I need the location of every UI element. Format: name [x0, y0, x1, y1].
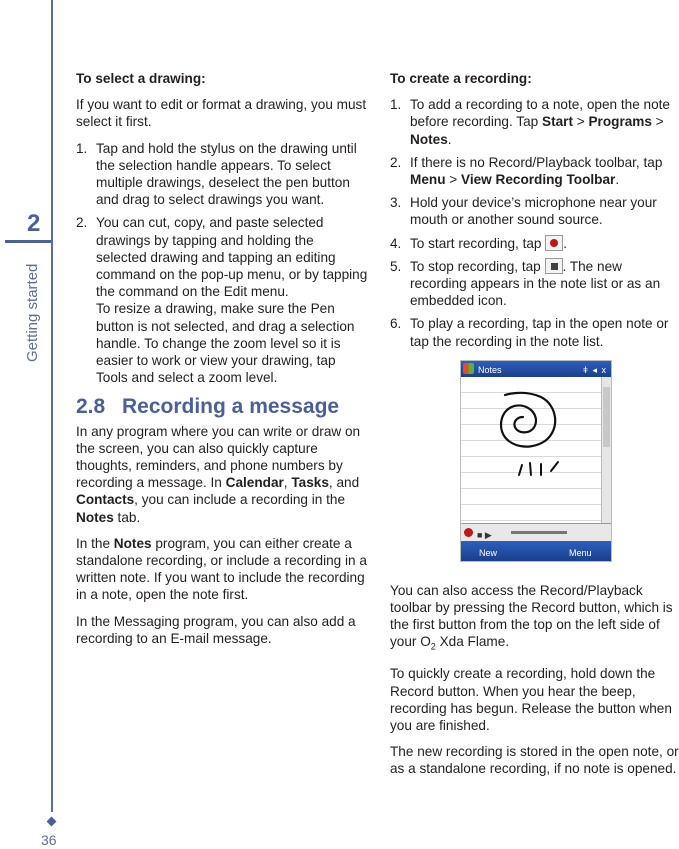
view-recording-toolbar-term: View Recording Toolbar [461, 172, 616, 188]
access-paragraph: You can also access the Record/Playback toolbar by pressing the Record button, which is the first button from the top on the left side of your $O_2$ Xda Flame. [390, 582, 673, 653]
list-item: 5. To stop recording, tap . The new recording appears in the note list or as an embedded icon. [390, 258, 661, 309]
notes-term: Notes [410, 131, 448, 147]
recording-toolbar [461, 523, 611, 541]
left-column [76, 70, 368, 656]
device-app-title: Notes [478, 364, 502, 375]
stored-paragraph: The new recording is stored in the open note, or as a standalone recording, if no note is opened. [390, 744, 679, 777]
softkey-menu: Menu [569, 547, 592, 558]
select-steps [76, 140, 368, 387]
select-heading: To select a drawing: [76, 71, 206, 86]
notes-term: Notes [76, 509, 114, 525]
recording-intro: In any program where you can write or draw on the screen, you can also quickly capture thoughts, reminders, and phone numbers by recording a message. In Calendar, Tasks, and Contacts, you can include a recording in the Notes tab. [76, 423, 361, 525]
calendar-term: Calendar [225, 475, 284, 491]
step-number: 6. [390, 316, 402, 332]
step-number: 4. [390, 235, 402, 251]
diamond-icon [47, 817, 57, 827]
programs-term: Programs [588, 114, 652, 130]
step-text: To play a recording, tap in the open note or tap the recording in the note list. [410, 316, 669, 349]
list-item [390, 315, 679, 349]
record-icon [545, 235, 563, 251]
step-number: 1. [76, 140, 88, 156]
softkey-new: New [479, 547, 498, 558]
section-title: Recording a message [122, 395, 340, 419]
notes-paragraph: In the Notes program, you can either create a standalone recording, or include a recording in a written note. If you want to include the recording in a note, open the note first. [76, 535, 367, 603]
step-text: Tap and hold the stylus on the drawing until the selection handle appears. To select multiple drawings, deselect the pen button and drag to select drawings you want. [96, 140, 357, 208]
playback-controls: ■ ▶ [477, 529, 492, 540]
list-item: 4. To start recording, tap . [390, 235, 568, 251]
device-title-bar [461, 361, 611, 377]
chapter-number: 2 [27, 210, 41, 237]
device-softkey-bar [461, 541, 611, 561]
section-heading [76, 395, 368, 419]
device-screenshot [460, 360, 612, 562]
scrollbar [601, 377, 611, 523]
step-number: 2. [390, 154, 402, 170]
create-heading: To create a recording: [390, 71, 532, 86]
notes-term: Notes [113, 535, 152, 551]
start-term: Start [542, 114, 573, 130]
step-number: 2. [76, 215, 88, 231]
step-number: 1. [390, 97, 402, 113]
list-item [390, 194, 679, 228]
section-number: 2.8 [76, 395, 106, 419]
list-item [76, 140, 368, 209]
step-number: 3. [390, 195, 402, 211]
select-intro: If you want to edit or format a drawing, you must select it first. [76, 97, 367, 130]
playback-track [511, 531, 567, 534]
windows-logo-icon [463, 363, 474, 374]
device-status-icons: ǂ ◂ x [582, 364, 607, 375]
create-steps [390, 96, 679, 350]
chapter-title: Getting started [24, 263, 41, 362]
menu-term: Menu [410, 172, 446, 188]
list-item: 2. If there is no Record/Playback toolbar, tap Menu > View Recording Toolbar. [390, 154, 663, 188]
step-number: 5. [390, 258, 402, 274]
messaging-paragraph: In the Messaging program, you can also add a recording to an E-mail message. [76, 613, 356, 646]
list-item: 1. To add a recording to a note, open the note before recording. Tap Start > Programs > Notes. [390, 97, 670, 147]
step-text-extra: To resize a drawing, make sure the Pen button is not selected, and drag a selection handle. To change the zoom level so it is easier to work or view your drawing, tap Tools and select a zoom level. [96, 301, 355, 386]
sketch-drawing [461, 377, 601, 523]
step-text: Hold your device’s microphone near your mouth or another sound source. [410, 195, 657, 228]
list-item [76, 214, 368, 386]
record-icon [464, 528, 473, 537]
stop-icon [545, 258, 563, 274]
page-number: 36 [41, 832, 57, 848]
margin-rule [51, 0, 53, 812]
quick-record-paragraph: To quickly create a recording, hold down the Record button. When you hear the beep, recording has begun. Release the button when you are finished. [390, 666, 672, 733]
contacts-term: Contacts [76, 492, 135, 508]
chapter-rule [5, 240, 51, 243]
tasks-term: Tasks [291, 475, 329, 491]
step-text: You can cut, copy, and paste selected drawings by tapping and holding the selected drawing and tapping an editing command on the pop-up menu, or by tapping the command on the Edit menu. [96, 215, 368, 300]
right-column [390, 70, 679, 787]
